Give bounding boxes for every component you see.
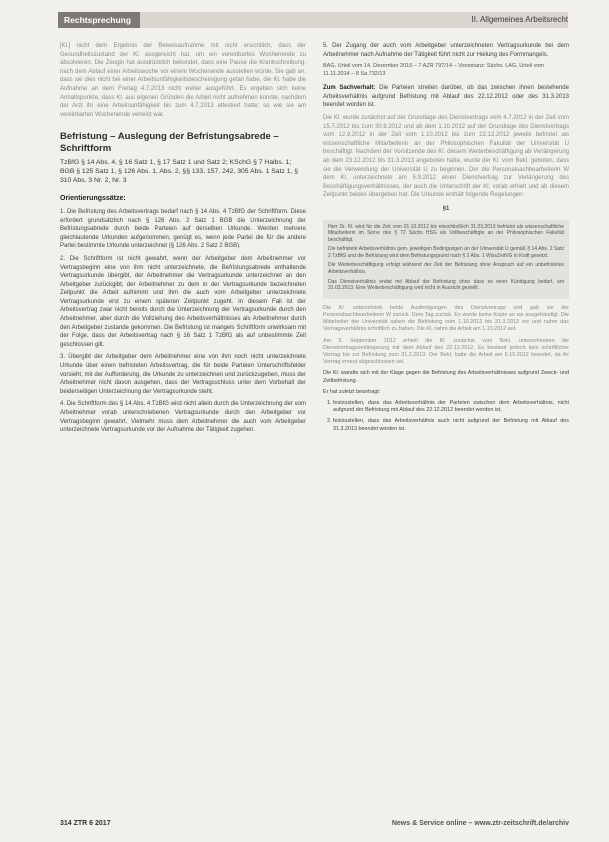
header-section-label: Rechtsprechung <box>58 12 140 28</box>
orientation-list <box>60 208 306 435</box>
orientation-item: 2. Die Schriftform ist nicht gewahrt, wenn der Arbeitgeber dem Arbeitnehmer vor Vertragsbeginn eine von ihm nicht unterzeichnete, die Befristungsabrede enthaltende Vertragsurkunde übergibt, der Arbeitnehmer die Vertragsurkunde unterzeichnet an den Arbeitgeber zurückgibt, der Arbeitnehmer zu dem in der Vertragsurkunde bezeichneten Zeitpunkt die Arbeit aufnimmt und ihm die auch vom Arbeitgeber unterzeichnete Vertragsurkunde erst zu einem späteren Zeitpunkt zugeht. In diesem Fall ist der Arbeitsvertrag zwar nicht bereits durch die Unterzeichnung der Vertragsurkunde durch den Arbeitnehmer, aber durch die Vollziehung des Arbeitsverhältnisses als Arbeitnehmer durch den Arbeitgeber zustande gekommen. Die Befristung ist mangels Schriftform unwirksam mit der Folge, dass der Arbeitsvertrag nach § 16 Satz 1 TzBfG als auf unbestimmte Zeit geschlossen gilt. <box>60 255 306 348</box>
contract-excerpt-line: Die befristete Arbeitsverhältnis gem. jeweiligen Bedingungen an der Universität U gemäß § 14 Abs. 2 Satz 2 TzBfG und die Befristung wird dem Befristungsgrund nach § 2 Abs. 1 WissZeitVG in Kraft gesetzt. <box>328 246 564 259</box>
contract-excerpt-box <box>323 220 569 299</box>
claims-list <box>323 400 569 433</box>
norms-list: TzBfG § 14 Abs. 4, § 16 Satz 1, § 17 Satz 1 und Satz 2; KSchG § 7 Halbs. 1; BGB § 125 Satz 1, § 126 Abs. 1, Abs. 2, §§ 133, 157, 242, 305 Abs. 1 Satz 1, § 310 Abs. 3 Nr. 2, Nr. 3 <box>60 159 299 185</box>
orientation-item: 3. Übergibt der Arbeitgeber dem Arbeitnehmer eine von ihm noch nicht unterzeichnete Urkunde über einen befristeten Arbeitsvertrag, die für beide Parteien Unterschriftsfelder vorsieht, mit der Aufforderung, die Urkunde zu unterzeichnen und zurückzugeben, muss der Arbeitnehmer nicht davon ausgehen, dass der Vertragsschluss unter dem Vorbehalt der beiderseitigen Unterzeichnung der Vertragsurkunde steht. <box>60 354 306 395</box>
left-top-text: [Kl.] nicht dem Ergebnis der Beweisaufnahme mit nicht ersichtlich, dass der Gesundheitszustand der Kl. ausgereicht hat, um ein vereinbartes Wochenende zu absolvieren. Die Zeugin hat ausdrücklich bekundet, dass eine Pause die Krankschreibung, nach dem Ablauf einer Arbeitswoche vor einem Wochenende ausstellen würde. Sie gab an, dass sie dies nicht bei einer Arbeitsunfähigkeitsbescheinigung getan habe, die Kl. habe die Aufnahme an dem Freitag 4.7.2013 nicht weiter ausgeführt. Es ergeben sich keine Anhaltspunkte, dass Kl. aus eigenen Gründen die Arbeit nicht aufnehmen konnte, nachdem der Arzt ihr eine Arbeitsunfähigkeit bis zum 4.7.2013 attestiert hatte; so wie sie am vereinbarten Wochenende verreist war. <box>60 43 306 118</box>
section-title: Befristung – Auslegung der Befristungsabrede – Schriftform <box>60 131 279 154</box>
right-para-4: Am 5. September 2012 erhielt die Kl. zunächst vom Bekl. unterschrieben die Dienstvertragsverlängerung mit dem Ablauf des 22.12.2012. Es bestand jedoch kein schriftlicher Vertrag bis zur Befristung zum 31.3.2013. Der Bekl. hatte die Arbeit am 5.10.2012 beendet, da ihr Vertrag erneut abgeschlossen sei. <box>323 337 569 366</box>
right-para-3: Die Kl. unterschrieb beide Ausfertigungen des Dienstvertrags und gab sie der Personalsachbearbeiterin W zurück. Dem Tag zurück. Es wurde keine Kopie an sie ausgehändigt. Die Mitarbeiter der Universität sahen die Befristung vom 1.10.2012 bis 31.3.2013 vor und nahm das Vertragsverhältnis schriftlich zu haben. Die Kl. nahm die Arbeit am 1.10.2012 auf. <box>323 304 569 333</box>
header-topic: II. Allgemeines Arbeitsrecht <box>471 15 568 24</box>
right-column <box>323 42 569 437</box>
orientation-item: 1. Die Befristung des Arbeitsvertrags bedarf nach § 14 Abs. 4 TzBfG der Schriftform. Diese erfordert grundsätzlich nach § 126 Abs. 2 Satz 1 BGB die Unterzeichnung der Befristungsabrede durch beide Parteien auf derselben Urkunde. Werden mehrere gleichlautende Urkunden aufgenommen, genügt es, wenn jede Partei die für die andere Partei bestimmte Urkunde unterzeichnet (§ 126 Abs. 2 Satz 2 BGB). <box>60 208 306 250</box>
right-para-5: Die Kl. wandte sich mit der Klage gegen die Befristung des Arbeitsverhältnisses aufgrund Zweck- und Zeitbefristung. <box>323 370 569 384</box>
right-para-6: Er hat zuletzt beantragt: <box>323 388 381 395</box>
footer <box>60 818 569 830</box>
claim-item: 2. festzustellen, dass das Arbeitsverhältnis auch nicht aufgrund der Befristung mit Ablauf des 31.3.2013 beendet worden ist. <box>333 418 569 432</box>
left-column <box>60 42 306 439</box>
orientation-item: 4. Die Schriftform des § 14 Abs. 4 TzBfG wird nicht allein durch die Unterzeichnung der vom Arbeitnehmer vorab unterschriebenen Vertragsurkunde durch den Arbeitgeber vor Vertragsbeginn gewahrt. Vielmehr muss dem Arbeitnehmer die auch vom Arbeitgeber unterzeichnete Vertragsurkunde vor der Aufnahme der Tätigkeit zugehen. <box>60 401 306 434</box>
contract-excerpt-line: Das Dienstverhältnis endet mit Ablauf der Befristung ohne dass es einer Kündigung bedarf, am 31.03.2013. Eine Weiterbeschäftigung wird nicht in Aussicht gestellt. <box>328 278 564 292</box>
decision-reference: BAG, Urteil vom 14. Dezember 2016 – 7 AZR 797/14 – Vorinstanz: Sächs. LAG, Urteil vom 11.11.2014 – 8 Sa 732/13 <box>323 63 545 77</box>
orientation-label: Orientierungssätze: <box>60 195 126 203</box>
footer-link[interactable]: News & Service online – www.ztr-zeitschrift.de/archiv <box>391 820 569 827</box>
footer-page-info: 314 ZTR 6 2017 <box>60 820 111 827</box>
right-top-num: 5. Der Zugang der auch vom Arbeitgeber unterzeichneten Vertragsurkunde bei dem Arbeitnehmer nach Aufnahme der Tätigkeit führt nicht zur Heilung des Formmangels. <box>323 43 569 58</box>
right-para-2: Die Kl. wurde zunächst auf der Grundlage des Dienstvertrags vom 4.7.2012 in der Zeit vom 15.7.2012 bis zum 30.9.2012 und ab dem 1.10.2012 auf der Grundlage des Dienstvertrags vom 12.9.2012 in der Zeit vom 1.10.2012 bis zum 22.12.2012 jeweils befristet als wissenschaftliche Mitarbeiterin an der Philosophischen Fakultät der Universität U beschäftigt. Nachdem der Vorsitzende des Kl. diesem Weiterbeschäftigung ab Verlängerung ab dem 23.12.2012 bis 31.3.2013 angeboten hatte, wurde der Kl. vom Bekl. geboten, dass sie die Verwendung der Universität U zu beginnen. Der die Personalsachbearbeiterin W dem Kl. unterzeichnete am 5.9.2012 einen Dienstvertrag zur Verlängerung des Beschäftigungsverhältnisses, der auch die Unterschrift der Kl. vorab erhielt und ab diesem Zeitpunkt beides übergeben hat. Die Urkunde enthält folgende Regelungen: <box>323 114 569 199</box>
sachverhalt-label: Zum Sachverhalt: <box>323 85 376 92</box>
claim-item: 1. festzustellen, dass das Arbeitsverhältnis der Parteien zwischen dem Arbeitsverhältnis, nicht aufgrund der Befristung mit Ablauf des 22.12.2012 beendet worden ist, <box>333 400 569 414</box>
paragraph-marker: §1 <box>442 205 450 212</box>
sachverhalt-text: Die Parteien streiten darüber, ob das zwischen ihnen bestehende Arbeitsverhältnis aufgrund Befristung mit Ablauf des 22.12.2012 oder des 31.3.2013 beendet worden ist. <box>323 85 569 109</box>
contract-excerpt-line: Die Weiterbeschäftigung erfolgt während der Zeit der Befristung ohne Anspruch auf ein unbefristetes Arbeitsverhältnis. <box>328 262 564 276</box>
contract-excerpt-line: Herr Dr. Kl. wird für die Zeit vom 01.10.2012 bis einschließlich 31.03.2013 befristet als wissenschaftliche Mitarbeiterin im Sinne des § 72 Sächs HSG als Vollbeschäftigte an der Philosophischen Fakultät beschäftigt. <box>328 223 564 243</box>
